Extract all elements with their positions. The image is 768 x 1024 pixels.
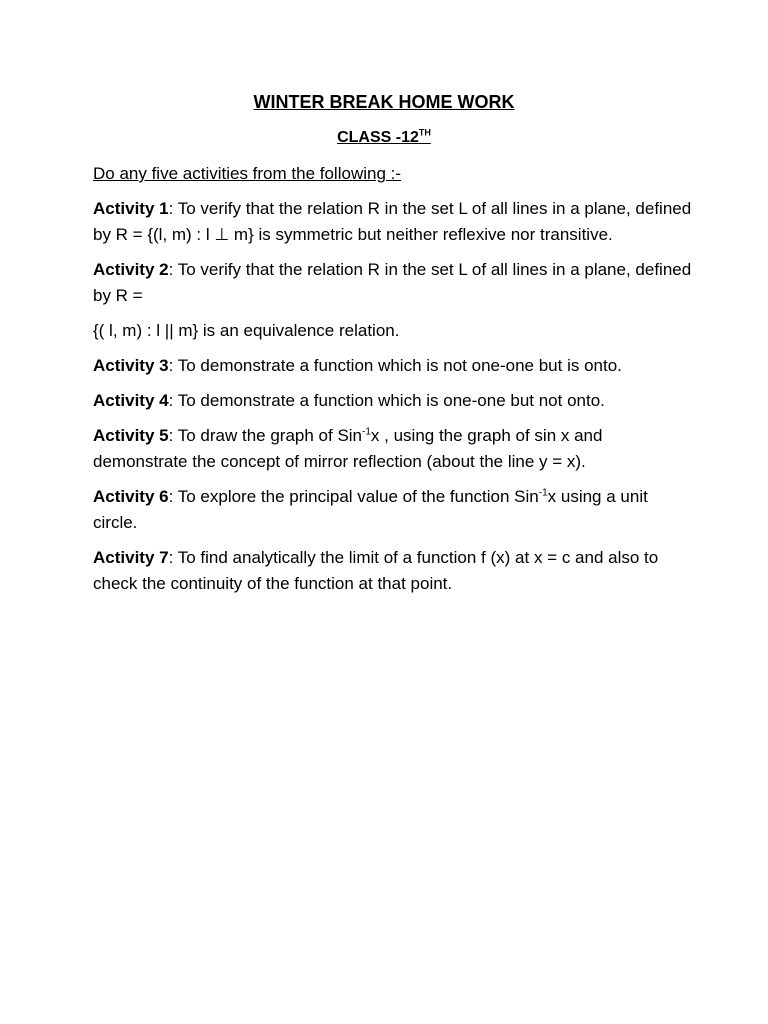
activity-text: : To draw the graph of Sin <box>168 426 363 445</box>
activity-text: : To demonstrate a function which is not one-one but is onto. <box>168 356 622 375</box>
activity-label: Activity 5 <box>93 426 169 445</box>
activity-label: Activity 4 <box>93 391 169 410</box>
activity-5 <box>93 423 693 475</box>
activity-2 <box>93 257 693 309</box>
document-title: WINTER BREAK HOME WORK <box>253 92 515 112</box>
activity-6 <box>93 484 693 536</box>
activity-3 <box>93 353 693 379</box>
activity-label: Activity 1 <box>93 199 169 218</box>
activity-text: : To demonstrate a function which is one-one but not onto. <box>168 391 605 410</box>
activity-1 <box>93 196 693 248</box>
activity-text-continued: x , using the graph of sin x and demonstrate the concept of mirror reflection (about the line y = x). <box>93 426 603 471</box>
activity-text: : To explore the principal value of the function Sin <box>168 487 539 506</box>
activity-text: : To verify that the relation R in the set L of all lines in a plane, defined by R = <box>93 260 692 305</box>
activity-label: Activity 7 <box>93 548 169 567</box>
class-label: CLASS -12 <box>337 129 419 146</box>
activity-text: : To find analytically the limit of a function f (x) at x = c and also to check the continuity of the function at that point. <box>93 548 659 593</box>
activity-2-continued <box>93 318 693 344</box>
activity-label: Activity 2 <box>93 260 169 279</box>
inverse-superscript: -1 <box>538 487 548 499</box>
activity-text-continued: x using a unit circle. <box>93 487 648 532</box>
instructions: Do any five activities from the following :- <box>93 164 402 183</box>
class-heading <box>0 127 768 149</box>
inverse-superscript: -1 <box>362 426 371 438</box>
activity-label: Activity 6 <box>93 487 169 506</box>
document-body <box>93 161 693 606</box>
activity-4 <box>93 388 693 414</box>
class-superscript: TH <box>418 127 431 138</box>
activity-text: {( l, m) : l || m} is an equivalence relation. <box>93 321 400 340</box>
activity-text: : To verify that the relation R in the set L of all lines in a plane, defined by R = {(l, m) : l ⊥ m} is symmetric but neither reflexive nor transitive. <box>93 199 692 244</box>
activity-label: Activity 3 <box>93 356 169 375</box>
activity-7 <box>93 545 693 597</box>
